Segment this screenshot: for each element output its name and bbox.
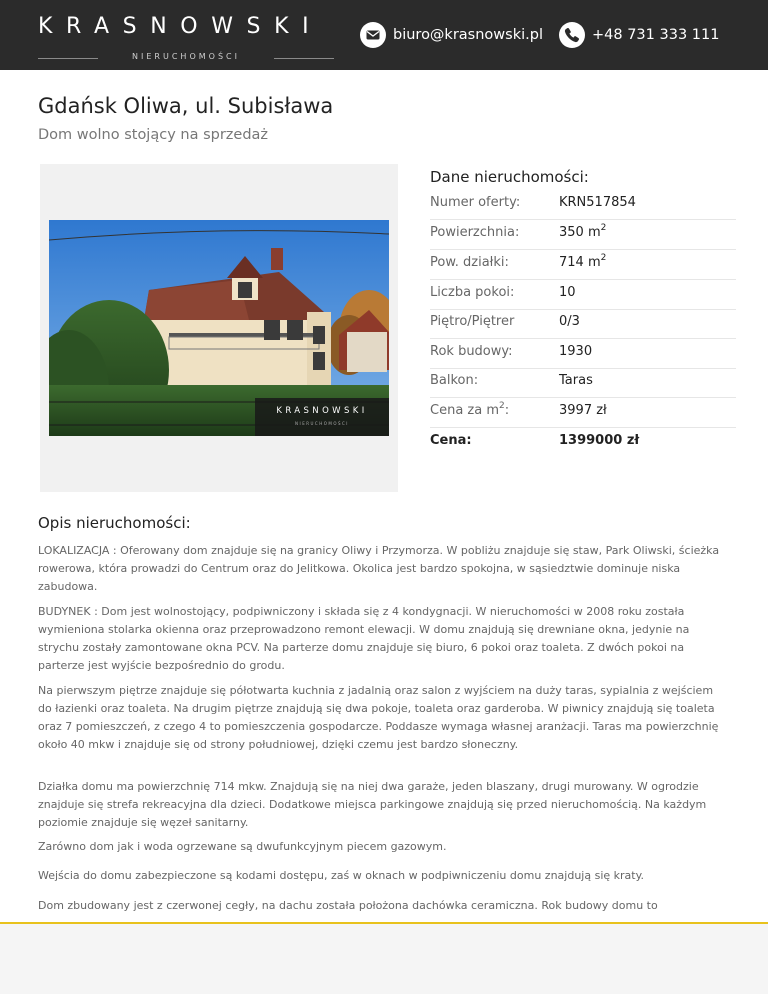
description-paragraph: BUDYNEK : Dom jest wolnostojący, podpiwniczony i składa się z 4 kondygnacji. W nieruchomości w 2008 roku została wymieniona stolarka okienna oraz przeprowadzono remont elewacji. W domu znajdują się drewniane okna, jedynie na strychu zostały zamontowane okna PCV. Na parterze domu znajduje się biuro, 6 pokoi oraz toaleta. Z dwóch pokoi na parterze jest wyjście bezpośrednio do grodu. bbox=[38, 605, 690, 672]
phone-link[interactable] bbox=[559, 22, 719, 48]
description-paragraph: LOKALIZACJA : Oferowany dom znajduje się na granicy Oliwy i Przymorza. W pobliżu znajduje się staw, Park Oliwski, ścieżka rowerowa, która prowadzi do Centrum oraz do Jelitkowa. Okolica jest bardzo spokojna, w sąsiedztwie dominuje niska zabudowa. bbox=[38, 544, 720, 593]
detail-value: 1930 bbox=[559, 344, 593, 359]
detail-value: 0/3 bbox=[559, 314, 580, 329]
detail-row-balcony bbox=[430, 368, 736, 398]
header-bar bbox=[0, 0, 768, 70]
detail-row-rooms bbox=[430, 280, 736, 310]
detail-row-price bbox=[430, 428, 736, 458]
detail-row-floor bbox=[430, 309, 736, 339]
detail-value: 3997 zł bbox=[559, 403, 607, 418]
price-value: 1399000 zł bbox=[559, 433, 640, 448]
logo-subtitle: NIERUCHOMOŚCI bbox=[132, 52, 240, 61]
detail-row-area bbox=[430, 220, 736, 250]
logo-divider-right bbox=[274, 58, 334, 59]
detail-label: Balkon: bbox=[430, 373, 479, 388]
detail-row-year bbox=[430, 339, 736, 369]
logo[interactable]: KRASNOWSKI bbox=[38, 14, 323, 39]
phone-icon bbox=[559, 22, 585, 48]
description-paragraph: Zarówno dom jak i woda ogrzewane są dwufunkcyjnym piecem gazowym. bbox=[38, 840, 447, 853]
detail-value: KRN517854 bbox=[559, 195, 636, 210]
envelope-icon bbox=[360, 22, 386, 48]
detail-value: 714 $m^2$ bbox=[559, 253, 607, 270]
price-label: Cena: bbox=[430, 433, 472, 448]
detail-row-price-per-m2 bbox=[430, 398, 736, 428]
detail-label: Numer oferty: bbox=[430, 195, 521, 210]
detail-label: Piętro/Piętrer bbox=[430, 314, 515, 329]
watermark-text: KRASNOWSKI bbox=[276, 406, 368, 416]
page-subtitle: Dom wolno stojący na sprzedaż bbox=[38, 127, 269, 143]
detail-value: Taras bbox=[559, 373, 593, 388]
page-title: Gdańsk Oliwa, ul. Subisława bbox=[38, 94, 334, 118]
photo-watermark bbox=[255, 398, 389, 436]
detail-row-offer-number bbox=[430, 190, 736, 220]
detail-label: Cena za $m^2$: bbox=[430, 401, 510, 418]
detail-value: 350 $m^2$ bbox=[559, 223, 607, 240]
details-heading: Dane nieruchomości: bbox=[430, 168, 589, 186]
description-heading: Opis nieruchomości: bbox=[38, 514, 191, 532]
detail-label: Rok budowy: bbox=[430, 344, 513, 359]
photo-gallery bbox=[40, 164, 398, 492]
description-paragraph: Wejścia do domu zabezpieczone są kodami dostępu, zaś w oknach w podpiwniczeniu domu znajdują się kraty. bbox=[38, 869, 645, 882]
description-paragraph: Na pierwszym piętrze znajduje się półotwarta kuchnia z jadalnią oraz salon z wyjściem na duży taras, sypialnia z wejściem do łazienki oraz toaleta. Na drugim piętrze znajdują się dwa pokoje, toaleta oraz garderoba. W piwnicy znajdują się toaleta oraz 7 pomieszczeń, z czego 4 to pomieszczenia gospodarcze. Poddasze wymaga własnej aranżacji. Taras ma powierzchnię około 40 mkw i znajduje się od strony południowej, dzięki czemu jest bardzo słoneczny. bbox=[38, 684, 719, 751]
property-photo[interactable] bbox=[49, 220, 389, 436]
detail-value: 10 bbox=[559, 285, 576, 300]
description-paragraph: Działka domu ma powierzchnię 714 mkw. Znajdują się na niej dwa garaże, jeden blaszany, drugi murowany. W ogrodzie znajduje się strefa rekreacyjna dla dzieci. Dodatkowe miejsca parkingowe znajdują się przed nieruchomością. Na każdym poziomie znajduje się węzeł sanitarny. bbox=[38, 780, 707, 829]
page-footer-area bbox=[0, 922, 768, 994]
detail-label: Pow. działki: bbox=[430, 255, 509, 270]
watermark-subtitle: NIERUCHOMOŚCI bbox=[295, 421, 349, 426]
detail-label: Liczba pokoi: bbox=[430, 285, 515, 300]
phone-text[interactable]: +48 731 333 111 bbox=[592, 27, 720, 43]
detail-label: Powierzchnia: bbox=[430, 225, 520, 240]
email-text[interactable]: biuro@krasnowski.pl bbox=[393, 27, 543, 43]
description-paragraph: Dom zbudowany jest z czerwonej cegły, na dachu została położona dachówka ceramiczna. Rok budowy domu to bbox=[38, 899, 658, 912]
email-link[interactable] bbox=[360, 22, 543, 48]
detail-row-plot-area bbox=[430, 250, 736, 280]
logo-subtitle-group bbox=[38, 51, 334, 65]
